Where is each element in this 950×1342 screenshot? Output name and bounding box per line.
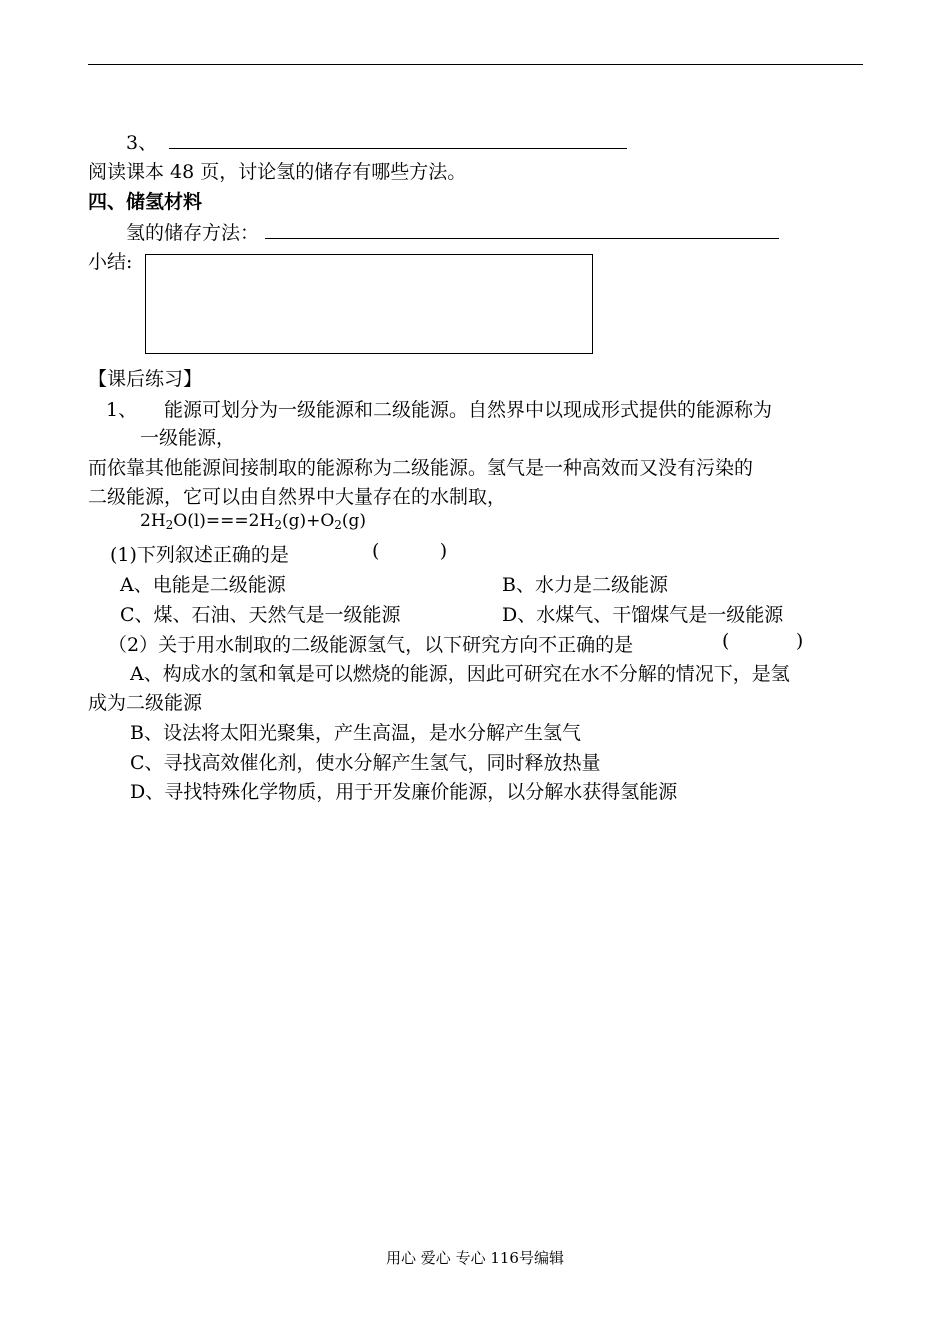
q1-line-2: 一级能源， [140,427,236,449]
q1-sub2-option-b: B、设法将太阳光聚集，产生高温，是水分解产生氢气 [130,722,581,744]
section-4-heading: 四、储氢材料 [88,191,203,213]
q1-line-3: 而依靠其他能源间接制取的能源称为二级能源。氢气是一种高效而又没有污染的 [88,457,754,479]
equation-part-1: 2H [140,511,166,531]
item-3-blank [169,134,627,149]
storage-method-blank [265,224,779,239]
page-footer: 用心 爱心 专心 116号编辑 [386,1249,564,1267]
read-instruction: 阅读课本 48 页，讨论氢的储存有哪些方法。 [88,161,467,183]
header-rule [88,64,863,65]
summary-label: 小结: [88,251,133,273]
equation-part-2: O(l)===2H [173,511,275,531]
q1-equation [140,511,366,532]
q1-sub2-answer-paren: ( ) [722,630,804,652]
q1-sub2-option-a-line-1: A、构成水的氢和氧是可以燃烧的能源，因此可研究在水不分解的情况下，是氢 [130,663,790,685]
exercise-heading: 【课后练习】 [88,368,203,390]
q1-sub1-option-a: A、电能是二级能源 [120,574,286,596]
q1-sub2-option-d: D、寻找特殊化学物质，用于开发廉价能源，以分解水获得氢能源 [130,781,678,803]
summary-box [145,254,593,354]
item-3-line [126,128,627,155]
equation-part-3: (g)+O [281,511,335,531]
q1-sub2-stem: （2）关于用水制取的二级能源氢气，以下研究方向不正确的是 [108,634,634,656]
q1-sub1-answer-paren: ( ) [372,540,448,562]
q1-line-1: 能源可划分为一级能源和二级能源。自然界中以现成形式提供的能源称为 [164,399,773,421]
equation-subscript-3: 2 [334,518,342,532]
q1-sub1-option-d: D、水煤气、干馏煤气是一级能源 [502,604,784,626]
equation-subscript-2: 2 [274,518,282,532]
q1-sub2-option-c: C、寻找高效催化剂，使水分解产生氢气，同时释放热量 [130,752,601,774]
q1-sub1-option-c: C、煤、石油、天然气是一级能源 [120,604,401,626]
q1-sub2-option-a-line-2: 成为二级能源 [88,692,203,714]
q1-number: 1、 [106,399,138,421]
equation-subscript-1: 2 [165,518,174,532]
equation-part-4: (g) [341,511,367,531]
item-3-label: 3、 [126,132,158,154]
storage-method-label: 氢的储存方法： [126,222,260,244]
q1-line-4: 二级能源，它可以由自然界中大量存在的水制取， [88,486,507,508]
q1-sub1-stem: (1)下列叙述正确的是 [110,544,289,566]
storage-method-line [126,218,779,245]
q1-sub1-option-b: B、水力是二级能源 [502,574,668,596]
